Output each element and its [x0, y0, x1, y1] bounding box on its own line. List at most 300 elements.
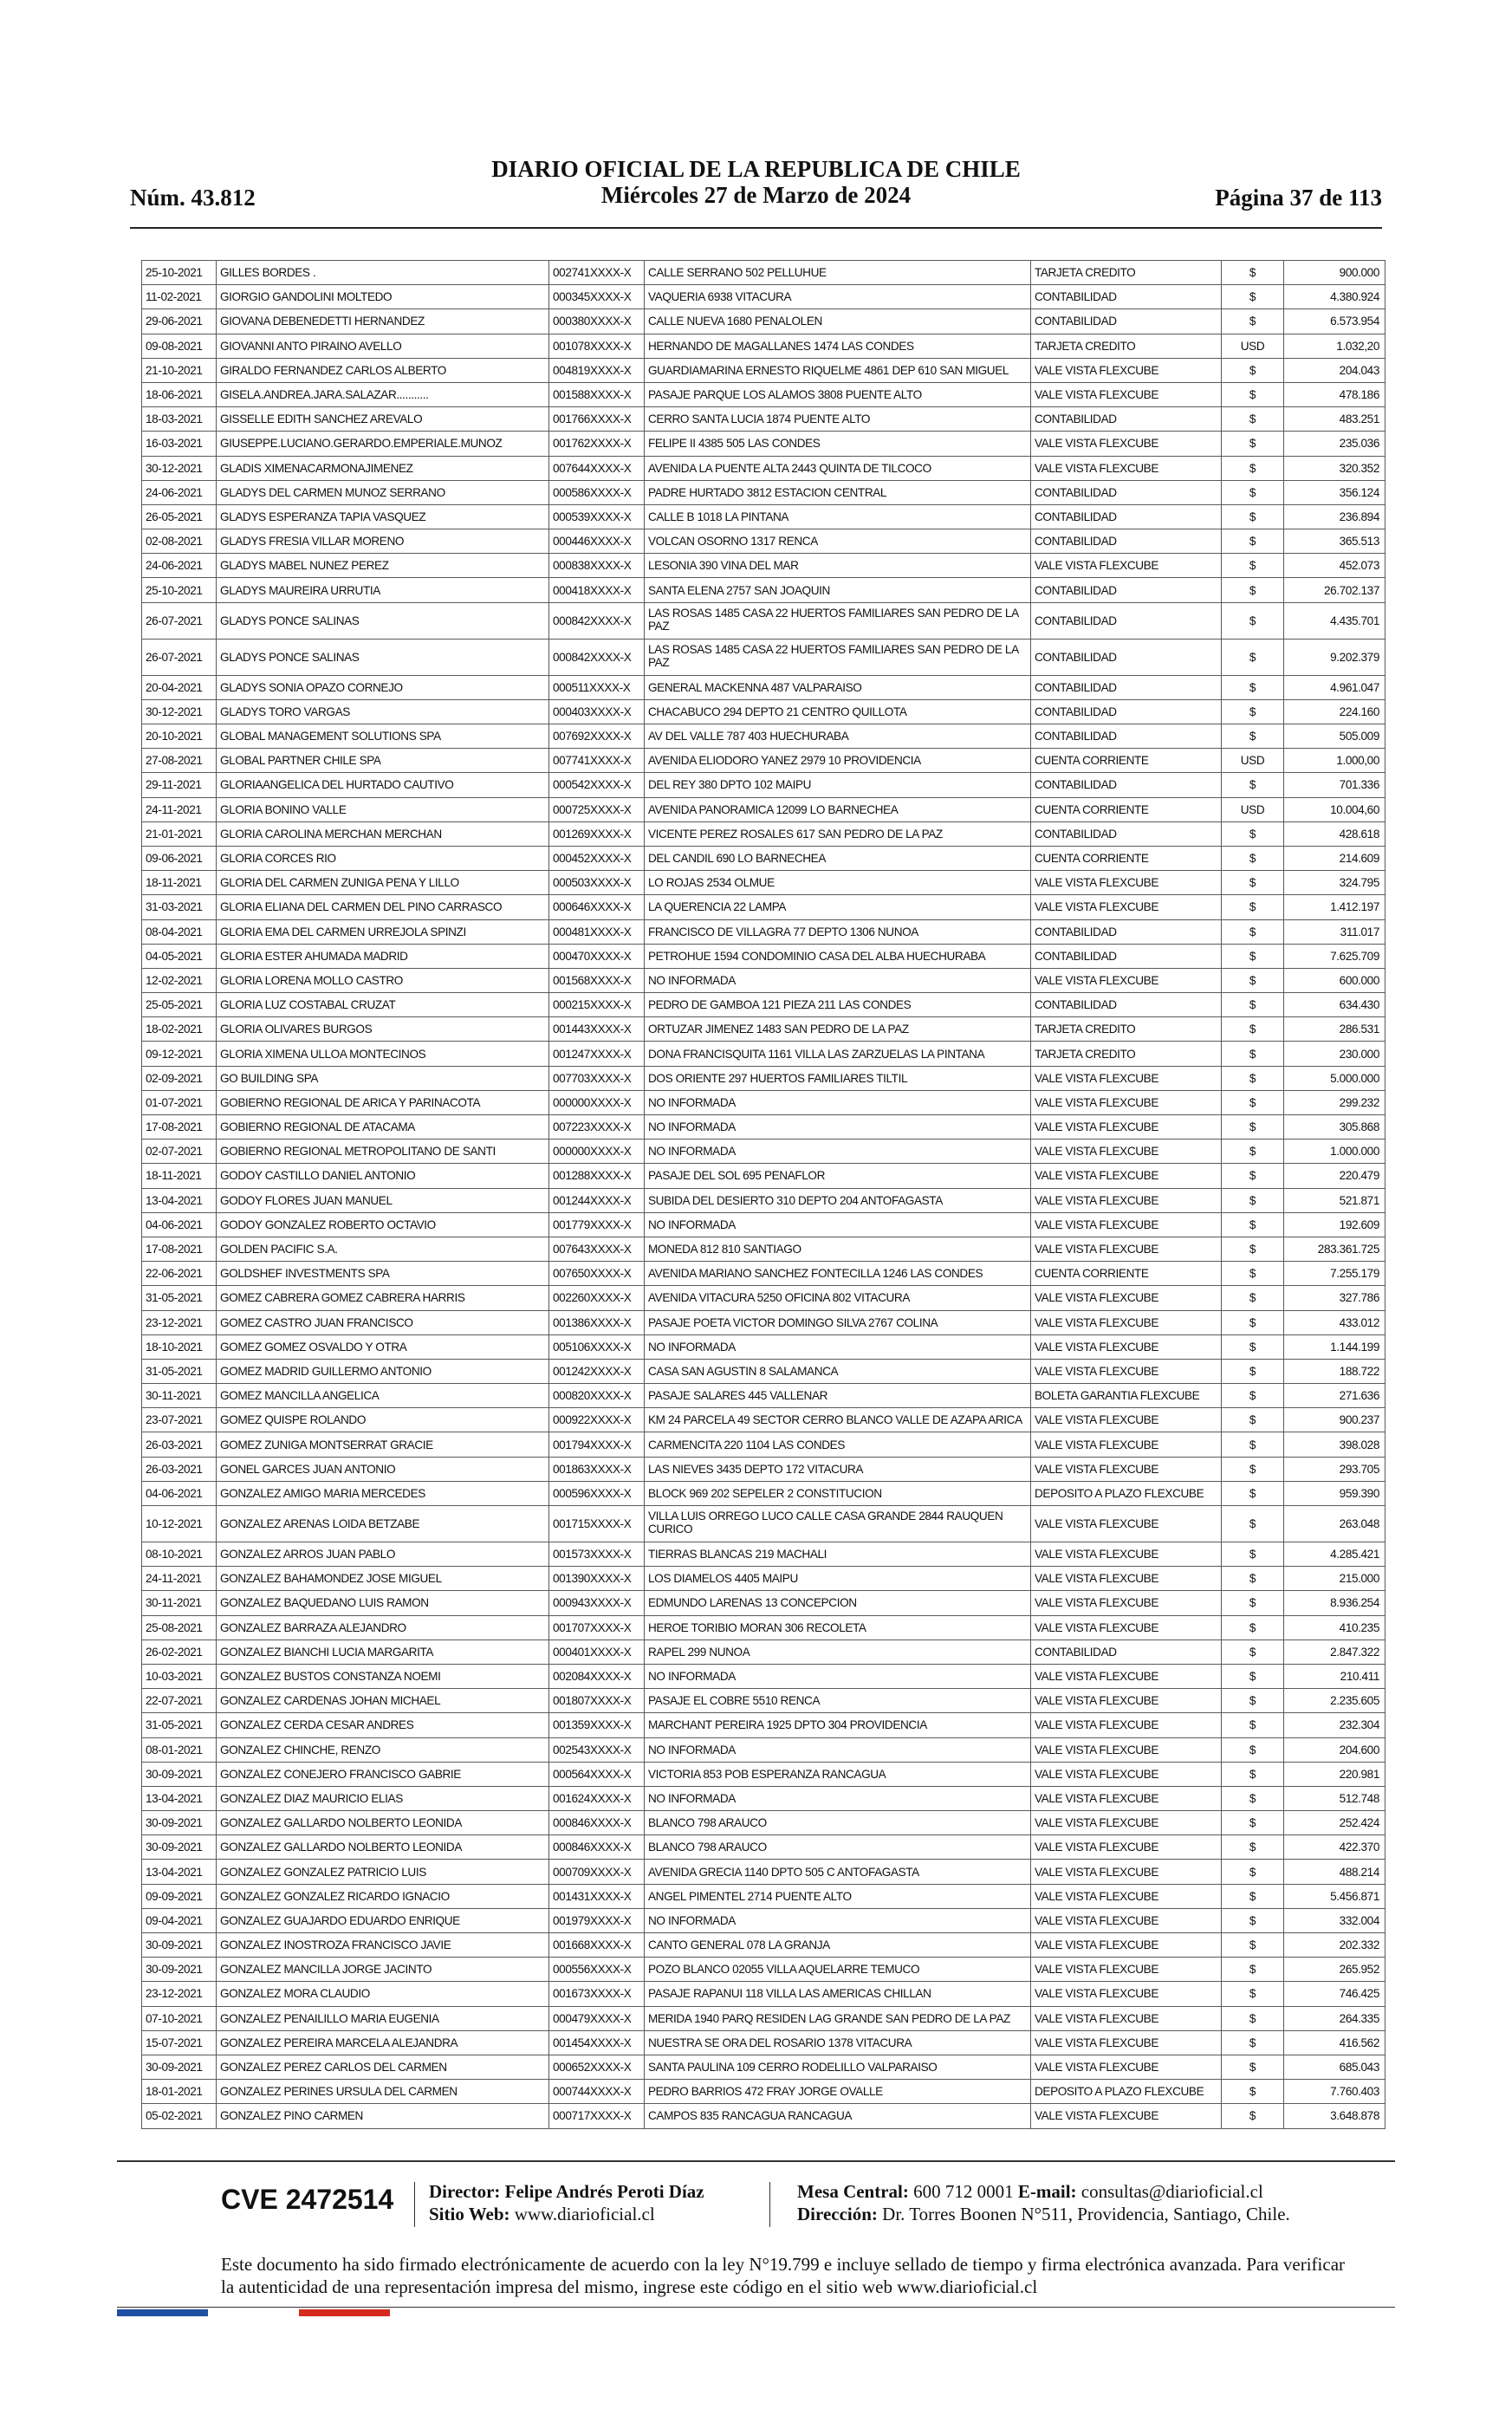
- row-rut: 000846XXXX-X: [549, 1835, 645, 1860]
- row-name: GIOVANNI ANTO PIRAINO AVELLO: [217, 334, 549, 358]
- row-address: KM 24 PARCELA 49 SECTOR CERRO BLANCO VALLE DE AZAPA ARICA: [645, 1408, 1031, 1432]
- row-rut: 001715XXXX-X: [549, 1506, 645, 1542]
- row-product: VALE VISTA FLEXCUBE: [1031, 968, 1222, 992]
- row-product: CUENTA CORRIENTE: [1031, 797, 1222, 821]
- row-date: 23-12-2021: [142, 1982, 217, 2006]
- row-currency: $: [1222, 1640, 1284, 1664]
- row-product: VALE VISTA FLEXCUBE: [1031, 2104, 1222, 2128]
- row-amount: 483.251: [1284, 407, 1385, 432]
- row-date: 30-09-2021: [142, 1933, 217, 1958]
- table-row: [142, 639, 1385, 675]
- row-date: 30-12-2021: [142, 699, 217, 724]
- row-product: VALE VISTA FLEXCUBE: [1031, 1664, 1222, 1688]
- row-product: VALE VISTA FLEXCUBE: [1031, 1408, 1222, 1432]
- row-address: CANTO GENERAL 078 LA GRANJA: [645, 1933, 1031, 1958]
- row-rut: 000452XXXX-X: [549, 846, 645, 870]
- row-amount: 1.032,20: [1284, 334, 1385, 358]
- row-product: VALE VISTA FLEXCUBE: [1031, 1908, 1222, 1932]
- row-name: GOMEZ MANCILLA ANGELICA: [217, 1384, 549, 1408]
- records-table-body: [142, 261, 1385, 2129]
- row-name: GLORIA BONINO VALLE: [217, 797, 549, 821]
- row-amount: 320.352: [1284, 456, 1385, 480]
- table-row: [142, 1591, 1385, 1615]
- row-address: CALLE SERRANO 502 PELLUHUE: [645, 261, 1031, 285]
- table-row: [142, 797, 1385, 821]
- row-amount: 428.618: [1284, 821, 1385, 846]
- row-date: 24-06-2021: [142, 554, 217, 578]
- row-product: VALE VISTA FLEXCUBE: [1031, 1615, 1222, 1640]
- table-row: [142, 2080, 1385, 2104]
- row-date: 18-11-2021: [142, 871, 217, 895]
- row-address: POZO BLANCO 02055 VILLA AQUELARRE TEMUCO: [645, 1958, 1031, 1982]
- row-currency: $: [1222, 1384, 1284, 1408]
- row-rut: 001443XXXX-X: [549, 1017, 645, 1042]
- row-address: SUBIDA DEL DESIERTO 310 DEPTO 204 ANTOFAGASTA: [645, 1188, 1031, 1212]
- row-amount: 7.625.709: [1284, 944, 1385, 968]
- address-text: Dr. Torres Boonen N°511, Providencia, Santiago, Chile.: [882, 2204, 1290, 2224]
- row-address: AVENIDA LA PUENTE ALTA 2443 QUINTA DE TILCOCO: [645, 456, 1031, 480]
- row-rut: 000403XXXX-X: [549, 699, 645, 724]
- row-address: SANTA PAULINA 109 CERRO RODELILLO VALPARAISO: [645, 2055, 1031, 2079]
- row-amount: 478.186: [1284, 382, 1385, 406]
- table-row: [142, 578, 1385, 602]
- row-name: GONZALEZ BIANCHI LUCIA MARGARITA: [217, 1640, 549, 1664]
- row-address: CERRO SANTA LUCIA 1874 PUENTE ALTO: [645, 407, 1031, 432]
- row-date: 17-08-2021: [142, 1237, 217, 1261]
- row-address: NO INFORMADA: [645, 1115, 1031, 1140]
- row-rut: 001624XXXX-X: [549, 1786, 645, 1810]
- row-date: 13-04-2021: [142, 1860, 217, 1884]
- website-link[interactable]: www.diarioficial.cl: [514, 2204, 655, 2224]
- row-address: VICTORIA 853 POB ESPERANZA RANCAGUA: [645, 1762, 1031, 1786]
- row-currency: $: [1222, 554, 1284, 578]
- row-amount: 8.936.254: [1284, 1591, 1385, 1615]
- table-row: [142, 1860, 1385, 1884]
- row-product: CONTABILIDAD: [1031, 309, 1222, 334]
- row-currency: $: [1222, 724, 1284, 749]
- row-currency: $: [1222, 1286, 1284, 1310]
- row-address: MARCHANT PEREIRA 1925 DPTO 304 PROVIDENCIA: [645, 1713, 1031, 1737]
- row-rut: 000503XXXX-X: [549, 871, 645, 895]
- table-row: [142, 1115, 1385, 1140]
- row-name: GLOBAL MANAGEMENT SOLUTIONS SPA: [217, 724, 549, 749]
- row-address: NO INFORMADA: [645, 1908, 1031, 1932]
- table-row: [142, 1066, 1385, 1090]
- row-product: VALE VISTA FLEXCUBE: [1031, 1982, 1222, 2006]
- row-date: 24-11-2021: [142, 797, 217, 821]
- row-product: CONTABILIDAD: [1031, 993, 1222, 1017]
- row-date: 08-04-2021: [142, 919, 217, 944]
- row-amount: 265.952: [1284, 1958, 1385, 1982]
- row-date: 26-03-2021: [142, 1457, 217, 1481]
- row-address: CAMPOS 835 RANCAGUA RANCAGUA: [645, 2104, 1031, 2128]
- row-rut: 000586XXXX-X: [549, 480, 645, 504]
- row-address: ORTUZAR JIMENEZ 1483 SAN PEDRO DE LA PAZ: [645, 1017, 1031, 1042]
- footer-separator: [414, 2182, 415, 2227]
- row-address: PEDRO BARRIOS 472 FRAY JORGE OVALLE: [645, 2080, 1031, 2104]
- row-name: GLADYS SONIA OPAZO CORNEJO: [217, 675, 549, 699]
- row-currency: $: [1222, 1432, 1284, 1457]
- row-amount: 299.232: [1284, 1090, 1385, 1114]
- row-currency: $: [1222, 1982, 1284, 2006]
- row-product: CONTABILIDAD: [1031, 919, 1222, 944]
- row-address: SANTA ELENA 2757 SAN JOAQUIN: [645, 578, 1031, 602]
- table-row: [142, 699, 1385, 724]
- row-currency: $: [1222, 1334, 1284, 1359]
- flag-blue-segment: [117, 2309, 208, 2316]
- table-row: [142, 1835, 1385, 1860]
- row-product: VALE VISTA FLEXCUBE: [1031, 1933, 1222, 1958]
- row-amount: 365.513: [1284, 529, 1385, 554]
- row-currency: $: [1222, 1542, 1284, 1567]
- row-amount: 224.160: [1284, 699, 1385, 724]
- row-rut: 000564XXXX-X: [549, 1762, 645, 1786]
- table-row: [142, 1212, 1385, 1237]
- row-rut: 001794XXXX-X: [549, 1432, 645, 1457]
- row-amount: 324.795: [1284, 871, 1385, 895]
- row-product: VALE VISTA FLEXCUBE: [1031, 2030, 1222, 2055]
- row-date: 10-03-2021: [142, 1664, 217, 1688]
- row-rut: 001288XXXX-X: [549, 1164, 645, 1188]
- row-rut: 007703XXXX-X: [549, 1066, 645, 1090]
- table-row: [142, 773, 1385, 797]
- row-currency: $: [1222, 1212, 1284, 1237]
- table-row: [142, 1811, 1385, 1835]
- row-address: AV DEL VALLE 787 403 HUECHURABA: [645, 724, 1031, 749]
- row-date: 29-06-2021: [142, 309, 217, 334]
- row-product: BOLETA GARANTIA FLEXCUBE: [1031, 1384, 1222, 1408]
- row-amount: 232.304: [1284, 1713, 1385, 1737]
- row-address: AVENIDA PANORAMICA 12099 LO BARNECHEA: [645, 797, 1031, 821]
- table-row: [142, 1982, 1385, 2006]
- row-date: 18-02-2021: [142, 1017, 217, 1042]
- table-row: [142, 1737, 1385, 1762]
- footer-separator: [769, 2182, 770, 2227]
- table-row: [142, 919, 1385, 944]
- row-date: 31-03-2021: [142, 895, 217, 919]
- row-address: NUESTRA SE ORA DEL ROSARIO 1378 VITACURA: [645, 2030, 1031, 2055]
- row-amount: 746.425: [1284, 1982, 1385, 2006]
- row-date: 26-07-2021: [142, 639, 217, 675]
- row-currency: $: [1222, 1713, 1284, 1737]
- row-amount: 332.004: [1284, 1908, 1385, 1932]
- row-rut: 000922XXXX-X: [549, 1408, 645, 1432]
- row-product: VALE VISTA FLEXCUBE: [1031, 456, 1222, 480]
- table-row: [142, 675, 1385, 699]
- table-row: [142, 1762, 1385, 1786]
- row-product: VALE VISTA FLEXCUBE: [1031, 1884, 1222, 1908]
- page-number: Página 37 de 113: [1215, 185, 1382, 211]
- row-name: GOBIERNO REGIONAL DE ARICA Y PARINACOTA: [217, 1090, 549, 1114]
- row-name: GOBIERNO REGIONAL METROPOLITANO DE SANTI: [217, 1140, 549, 1164]
- table-row: [142, 1713, 1385, 1737]
- row-product: CONTABILIDAD: [1031, 1640, 1222, 1664]
- table-row: [142, 1262, 1385, 1286]
- row-name: GONZALEZ BAQUEDANO LUIS RAMON: [217, 1591, 549, 1615]
- row-address: AVENIDA GRECIA 1140 DPTO 505 C ANTOFAGASTA: [645, 1860, 1031, 1884]
- cve-code: CVE 2472514: [221, 2184, 394, 2215]
- row-currency: $: [1222, 1066, 1284, 1090]
- row-name: GONZALEZ BAHAMONDEZ JOSE MIGUEL: [217, 1567, 549, 1591]
- row-amount: 452.073: [1284, 554, 1385, 578]
- row-name: GOMEZ MADRID GUILLERMO ANTONIO: [217, 1359, 549, 1383]
- row-address: VAQUERIA 6938 VITACURA: [645, 285, 1031, 309]
- footer-bottom-divider: [117, 2307, 1395, 2308]
- row-rut: 000943XXXX-X: [549, 1591, 645, 1615]
- row-name: GLORIA LUZ COSTABAL CRUZAT: [217, 993, 549, 1017]
- row-rut: 000652XXXX-X: [549, 2055, 645, 2079]
- row-product: TARJETA CREDITO: [1031, 1042, 1222, 1066]
- row-product: VALE VISTA FLEXCUBE: [1031, 1591, 1222, 1615]
- row-rut: 000596XXXX-X: [549, 1481, 645, 1505]
- row-address: TIERRAS BLANCAS 219 MACHALI: [645, 1542, 1031, 1567]
- row-date: 31-05-2021: [142, 1286, 217, 1310]
- table-row: [142, 1042, 1385, 1066]
- row-rut: 000842XXXX-X: [549, 639, 645, 675]
- row-amount: 900.000: [1284, 261, 1385, 285]
- table-row: [142, 432, 1385, 456]
- row-rut: 005106XXXX-X: [549, 1334, 645, 1359]
- row-product: VALE VISTA FLEXCUBE: [1031, 1737, 1222, 1762]
- row-rut: 001673XXXX-X: [549, 1982, 645, 2006]
- row-currency: $: [1222, 2080, 1284, 2104]
- row-currency: $: [1222, 1042, 1284, 1066]
- row-currency: $: [1222, 1689, 1284, 1713]
- row-currency: $: [1222, 944, 1284, 968]
- row-address: DEL CANDIL 690 LO BARNECHEA: [645, 846, 1031, 870]
- table-row: [142, 480, 1385, 504]
- row-address: CALLE NUEVA 1680 PENALOLEN: [645, 309, 1031, 334]
- row-name: GOBIERNO REGIONAL DE ATACAMA: [217, 1115, 549, 1140]
- row-name: GONZALEZ ARENAS LOIDA BETZABE: [217, 1506, 549, 1542]
- row-currency: $: [1222, 1481, 1284, 1505]
- row-rut: 001454XXXX-X: [549, 2030, 645, 2055]
- row-name: GLADYS FRESIA VILLAR MORENO: [217, 529, 549, 554]
- row-address: PASAJE RAPANUI 118 VILLA LAS AMERICAS CHILLAN: [645, 1982, 1031, 2006]
- row-rut: 001766XXXX-X: [549, 407, 645, 432]
- table-row: [142, 1090, 1385, 1114]
- row-address: PASAJE PARQUE LOS ALAMOS 3808 PUENTE ALTO: [645, 382, 1031, 406]
- row-name: GLADYS ESPERANZA TAPIA VASQUEZ: [217, 504, 549, 529]
- row-amount: 521.871: [1284, 1188, 1385, 1212]
- row-date: 22-06-2021: [142, 1262, 217, 1286]
- row-product: VALE VISTA FLEXCUBE: [1031, 1457, 1222, 1481]
- row-currency: $: [1222, 1188, 1284, 1212]
- row-rut: 001242XXXX-X: [549, 1359, 645, 1383]
- table-row: [142, 554, 1385, 578]
- row-product: CONTABILIDAD: [1031, 724, 1222, 749]
- row-currency: USD: [1222, 334, 1284, 358]
- row-currency: $: [1222, 699, 1284, 724]
- address-label: Dirección:: [797, 2204, 878, 2224]
- row-currency: $: [1222, 1958, 1284, 1982]
- table-row: [142, 1567, 1385, 1591]
- row-address: AVENIDA VITACURA 5250 OFICINA 802 VITACURA: [645, 1286, 1031, 1310]
- email-link[interactable]: consultas@diarioficial.cl: [1080, 2181, 1263, 2202]
- row-address: LESONIA 390 VINA DEL MAR: [645, 554, 1031, 578]
- row-amount: 416.562: [1284, 2030, 1385, 2055]
- row-currency: USD: [1222, 749, 1284, 773]
- row-address: NO INFORMADA: [645, 1140, 1031, 1164]
- row-address: AVENIDA MARIANO SANCHEZ FONTECILLA 1246 LAS CONDES: [645, 1262, 1031, 1286]
- row-product: CUENTA CORRIENTE: [1031, 1262, 1222, 1286]
- row-name: GONZALEZ BUSTOS CONSTANZA NOEMI: [217, 1664, 549, 1688]
- row-product: VALE VISTA FLEXCUBE: [1031, 1860, 1222, 1884]
- row-date: 16-03-2021: [142, 432, 217, 456]
- row-rut: 000401XXXX-X: [549, 1640, 645, 1664]
- row-currency: $: [1222, 1115, 1284, 1140]
- row-amount: 4.961.047: [1284, 675, 1385, 699]
- row-name: GOMEZ CASTRO JUAN FRANCISCO: [217, 1310, 549, 1334]
- row-date: 17-08-2021: [142, 1115, 217, 1140]
- row-address: NO INFORMADA: [645, 1334, 1031, 1359]
- flag-red-segment: [299, 2309, 390, 2316]
- row-address: EDMUNDO LARENAS 13 CONCEPCION: [645, 1591, 1031, 1615]
- row-address: VICENTE PEREZ ROSALES 617 SAN PEDRO DE LA PAZ: [645, 821, 1031, 846]
- row-address: FRANCISCO DE VILLAGRA 77 DEPTO 1306 NUNOA: [645, 919, 1031, 944]
- table-row: [142, 1286, 1385, 1310]
- row-date: 30-09-2021: [142, 2055, 217, 2079]
- row-currency: $: [1222, 602, 1284, 639]
- row-rut: 001078XXXX-X: [549, 334, 645, 358]
- row-product: CONTABILIDAD: [1031, 407, 1222, 432]
- row-amount: 188.722: [1284, 1359, 1385, 1383]
- table-row: [142, 2030, 1385, 2055]
- row-amount: 4.285.421: [1284, 1542, 1385, 1567]
- row-product: VALE VISTA FLEXCUBE: [1031, 1762, 1222, 1786]
- row-amount: 900.237: [1284, 1408, 1385, 1432]
- row-date: 29-11-2021: [142, 773, 217, 797]
- row-currency: $: [1222, 1457, 1284, 1481]
- table-row: [142, 1933, 1385, 1958]
- row-product: CONTABILIDAD: [1031, 285, 1222, 309]
- row-rut: 001244XXXX-X: [549, 1188, 645, 1212]
- row-rut: 000820XXXX-X: [549, 1384, 645, 1408]
- row-address: DEL REY 380 DPTO 102 MAIPU: [645, 773, 1031, 797]
- table-row: [142, 1884, 1385, 1908]
- row-currency: $: [1222, 2104, 1284, 2128]
- mesa-phone: 600 712 0001: [913, 2181, 1014, 2202]
- table-row: [142, 529, 1385, 554]
- table-row: [142, 1408, 1385, 1432]
- row-name: GLORIA ELIANA DEL CARMEN DEL PINO CARRASCO: [217, 895, 549, 919]
- table-row: [142, 261, 1385, 285]
- row-date: 18-03-2021: [142, 407, 217, 432]
- row-rut: 000000XXXX-X: [549, 1090, 645, 1114]
- row-date: 27-08-2021: [142, 749, 217, 773]
- row-name: GONEL GARCES JUAN ANTONIO: [217, 1457, 549, 1481]
- row-name: GLORIA DEL CARMEN ZUNIGA PENA Y LILLO: [217, 871, 549, 895]
- row-address: HERNANDO DE MAGALLANES 1474 LAS CONDES: [645, 334, 1031, 358]
- row-date: 01-07-2021: [142, 1090, 217, 1114]
- row-amount: 5.000.000: [1284, 1066, 1385, 1090]
- row-amount: 398.028: [1284, 1432, 1385, 1457]
- row-rut: 000542XXXX-X: [549, 773, 645, 797]
- row-name: GLADYS DEL CARMEN MUNOZ SERRANO: [217, 480, 549, 504]
- row-date: 26-03-2021: [142, 1432, 217, 1457]
- row-name: GOLDEN PACIFIC S.A.: [217, 1237, 549, 1261]
- row-date: 04-06-2021: [142, 1212, 217, 1237]
- row-date: 07-10-2021: [142, 2006, 217, 2030]
- row-date: 09-08-2021: [142, 334, 217, 358]
- row-name: GLORIAANGELICA DEL HURTADO CAUTIVO: [217, 773, 549, 797]
- row-rut: 000380XXXX-X: [549, 309, 645, 334]
- row-currency: $: [1222, 773, 1284, 797]
- row-amount: 10.004,60: [1284, 797, 1385, 821]
- row-rut: 002741XXXX-X: [549, 261, 645, 285]
- row-name: GIOVANA DEBENEDETTI HERNANDEZ: [217, 309, 549, 334]
- row-name: GONZALEZ GUAJARDO EDUARDO ENRIQUE: [217, 1908, 549, 1932]
- row-product: VALE VISTA FLEXCUBE: [1031, 1188, 1222, 1212]
- row-address: PASAJE DEL SOL 695 PENAFLOR: [645, 1164, 1031, 1188]
- page-header: [130, 156, 1382, 217]
- table-row: [142, 285, 1385, 309]
- row-amount: 4.380.924: [1284, 285, 1385, 309]
- row-currency: $: [1222, 1615, 1284, 1640]
- row-currency: $: [1222, 480, 1284, 504]
- row-name: GONZALEZ CHINCHE, RENZO: [217, 1737, 549, 1762]
- row-amount: 202.332: [1284, 1933, 1385, 1958]
- row-name: GOMEZ QUISPE ROLANDO: [217, 1408, 549, 1432]
- row-address: CALLE B 1018 LA PINTANA: [645, 504, 1031, 529]
- header-divider: [130, 227, 1382, 229]
- row-name: GONZALEZ PEREIRA MARCELA ALEJANDRA: [217, 2030, 549, 2055]
- row-rut: 001431XXXX-X: [549, 1884, 645, 1908]
- row-product: VALE VISTA FLEXCUBE: [1031, 1090, 1222, 1114]
- row-date: 05-02-2021: [142, 2104, 217, 2128]
- row-currency: $: [1222, 1567, 1284, 1591]
- row-product: CONTABILIDAD: [1031, 944, 1222, 968]
- row-name: GONZALEZ PINO CARMEN: [217, 2104, 549, 2128]
- table-row: [142, 895, 1385, 919]
- row-address: ANGEL PIMENTEL 2714 PUENTE ALTO: [645, 1884, 1031, 1908]
- row-amount: 600.000: [1284, 968, 1385, 992]
- row-amount: 433.012: [1284, 1310, 1385, 1334]
- row-product: VALE VISTA FLEXCUBE: [1031, 895, 1222, 919]
- row-date: 23-07-2021: [142, 1408, 217, 1432]
- table-row: [142, 2006, 1385, 2030]
- row-product: VALE VISTA FLEXCUBE: [1031, 871, 1222, 895]
- row-date: 09-04-2021: [142, 1908, 217, 1932]
- table-row: [142, 1664, 1385, 1688]
- row-rut: 001269XXXX-X: [549, 821, 645, 846]
- row-amount: 1.412.197: [1284, 895, 1385, 919]
- row-date: 26-05-2021: [142, 504, 217, 529]
- row-date: 25-05-2021: [142, 993, 217, 1017]
- row-date: 04-05-2021: [142, 944, 217, 968]
- row-product: VALE VISTA FLEXCUBE: [1031, 1359, 1222, 1383]
- row-date: 18-01-2021: [142, 2080, 217, 2104]
- row-currency: $: [1222, 968, 1284, 992]
- row-name: GLORIA OLIVARES BURGOS: [217, 1017, 549, 1042]
- row-name: GO BUILDING SPA: [217, 1066, 549, 1090]
- row-amount: 701.336: [1284, 773, 1385, 797]
- row-product: VALE VISTA FLEXCUBE: [1031, 1164, 1222, 1188]
- row-amount: 356.124: [1284, 480, 1385, 504]
- row-rut: 001807XXXX-X: [549, 1689, 645, 1713]
- legal-notice: Este documento ha sido firmado electrónicamente de acuerdo con la ley N°19.799 e incluye sellado de tiempo y firma electrónica avanzada. Para verificar la autenticidad de una representación impresa del mismo, ingrese este código en el sitio web www.diarioficial.cl: [221, 2254, 1346, 2297]
- row-name: GOMEZ ZUNIGA MONTSERRAT GRACIE: [217, 1432, 549, 1457]
- row-currency: $: [1222, 871, 1284, 895]
- row-rut: 000470XXXX-X: [549, 944, 645, 968]
- row-amount: 685.043: [1284, 2055, 1385, 2079]
- row-currency: $: [1222, 407, 1284, 432]
- row-product: VALE VISTA FLEXCUBE: [1031, 1310, 1222, 1334]
- row-rut: 000481XXXX-X: [549, 919, 645, 944]
- row-currency: $: [1222, 1835, 1284, 1860]
- row-rut: 001863XXXX-X: [549, 1457, 645, 1481]
- row-currency: $: [1222, 456, 1284, 480]
